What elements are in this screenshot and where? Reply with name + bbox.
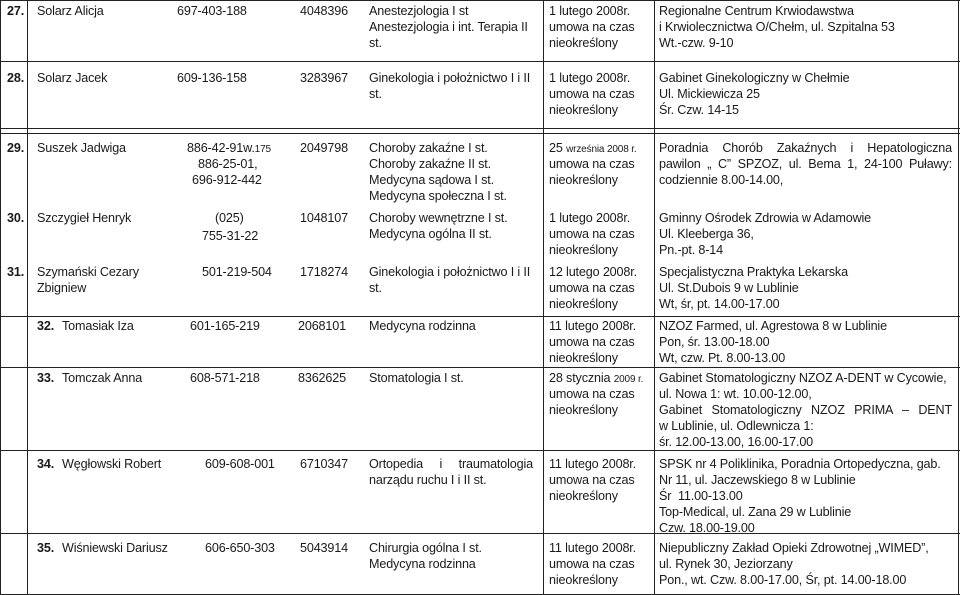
doctor-name: Węgłowski Robert	[62, 457, 162, 471]
workplace-hours: Wt.-czw. 9-10	[659, 36, 734, 50]
row-number: 29.	[7, 141, 25, 155]
workplace: NZOZ Farmed, ul. Agrestowa 8 w Lublinie	[659, 319, 887, 333]
specialization: Medycyna rodzinna	[369, 319, 476, 333]
phone: 886-25-01,	[198, 157, 258, 171]
phone-main: 886-42-91w.	[187, 141, 255, 155]
workplace: Ul. Mickiewicza 25	[659, 87, 760, 101]
rule	[0, 133, 960, 134]
contract-type: umowa na czas	[549, 20, 635, 34]
rule	[0, 0, 1, 595]
doctor-name: Szczygieł Henryk	[37, 211, 132, 225]
date-year: 2009 r.	[613, 374, 644, 385]
specialization: Medycyna ogólna II st.	[369, 227, 492, 241]
rule	[0, 450, 960, 451]
doctor-name: Zbigniew	[37, 281, 87, 295]
doctor-name: Suszek Jadwiga	[37, 141, 126, 155]
specialization: Choroby zakaźne I st.	[369, 141, 488, 155]
contract-type: umowa na czas	[549, 557, 635, 571]
contract-date: 12 lutego 2008r.	[549, 265, 637, 279]
contract-date: 11 lutego 2008r.	[549, 457, 636, 471]
contract-type: umowa na czas	[549, 473, 635, 487]
workplace: Regionalne Centrum Krwiodawstwa	[659, 4, 854, 18]
rule	[0, 533, 960, 534]
row-number: 28.	[7, 71, 25, 85]
workplace: Specjalistyczna Praktyka Lekarska	[659, 265, 848, 279]
specialization: st.	[369, 281, 382, 295]
workplace: Gminny Ośrodek Zdrowia w Adamowie	[659, 211, 872, 225]
contract-type: nieokreślony	[549, 351, 618, 365]
specialization: Choroby zakaźne II st.	[369, 157, 491, 171]
row-number: 33.	[37, 371, 55, 385]
workplace: Ul. St.Dubois 9 w Lublinie	[659, 281, 799, 295]
rule	[0, 0, 960, 1]
workplace: Gabinet Stomatologiczny NZOZ PRIMA – DENT	[659, 403, 952, 417]
contract-type: umowa na czas	[549, 281, 635, 295]
contract-type: umowa na czas	[549, 157, 635, 171]
phone: 501-219-504	[202, 265, 272, 279]
rule	[0, 61, 960, 62]
specialization: Ginekologia i położnictwo I i II	[369, 265, 531, 279]
specialization: Medycyna sądowa I st.	[369, 173, 494, 187]
workplace: Niepubliczny Zakład Opieki Zdrowotnej „WIMED”,	[659, 541, 929, 555]
workplace-hours: Śr 11.00-13.00	[659, 489, 743, 503]
specialization: Chirurgia ogólna I st.	[369, 541, 482, 555]
contract-date: 11 lutego 2008r.	[549, 541, 636, 555]
pwz-number: 8362625	[298, 371, 346, 385]
workplace-hours: Pn.-pt. 8-14	[659, 243, 724, 257]
contract-type: nieokreślony	[549, 297, 618, 311]
workplace: pawilon „ C” SPZOZ, ul. Bema 1, 24-100 Puławy:	[659, 157, 952, 171]
pwz-number: 3283967	[300, 71, 348, 85]
pwz-number: 1048107	[300, 211, 348, 225]
date-day: 25	[549, 141, 563, 155]
workplace: Gabinet Stomatologiczny NZOZ A-DENT w Cycowie,	[659, 371, 947, 385]
rule	[543, 0, 544, 595]
doctor-name: Tomczak Anna	[62, 371, 143, 385]
phone: 755-31-22	[202, 229, 259, 243]
rule	[0, 367, 960, 368]
workplace-hours: śr. 12.00-13.00, 16.00-17.00	[659, 435, 814, 449]
phone: 601-165-219	[190, 319, 260, 333]
specialization: st.	[369, 36, 382, 50]
doctor-name: Tomasiak Iza	[62, 319, 134, 333]
workplace: Ul. Kleeberga 36,	[659, 227, 754, 241]
specialization: Medycyna społeczna I st.	[369, 189, 507, 203]
contract-type: umowa na czas	[549, 227, 635, 241]
workplace-hours: codziennie 8.00-14.00,	[659, 173, 784, 187]
row-number: 34.	[37, 457, 55, 471]
contract-type: umowa na czas	[549, 387, 635, 401]
rule	[0, 128, 960, 129]
rule	[27, 0, 28, 595]
rule	[958, 0, 959, 595]
workplace: Nr 11, ul. Jaczewskiego 8 w Lublinie	[659, 473, 856, 487]
specialization: Stomatologia I st.	[369, 371, 464, 385]
contract-date: 1 lutego 2008r.	[549, 4, 631, 18]
workplace: w Lublinie, ul. Odlewnicza 1:	[659, 419, 814, 433]
contract-date: 1 lutego 2008r.	[549, 211, 631, 225]
specialization: narządu ruchu I i II st.	[369, 473, 487, 487]
phone: 608-571-218	[190, 371, 260, 385]
workplace: Top-Medical, ul. Zana 29 w Lublinie	[659, 505, 852, 519]
specialization: st.	[369, 87, 382, 101]
rule	[0, 316, 960, 317]
contract-type: nieokreślony	[549, 103, 618, 117]
contract-type: umowa na czas	[549, 335, 635, 349]
specialization: Ginekologia i położnictwo I i II	[369, 71, 531, 85]
row-number: 35.	[37, 541, 55, 555]
specialization: Ortopedia i traumatologia	[369, 457, 533, 471]
workplace: i Krwiolecznictwa O/Chełm, ul. Szpitalna 53	[659, 20, 895, 34]
workplace-hours: Śr. Czw. 14-15	[659, 103, 739, 117]
workplace: SPSK nr 4 Poliklinika, Poradnia Ortopedyczna, gab.	[659, 457, 941, 471]
phone-extension: 175	[254, 144, 271, 155]
pwz-number: 6710347	[300, 457, 348, 471]
specialization: Medycyna rodzinna	[369, 557, 476, 571]
workplace-hours: Pon., wt. Czw. 8.00-17.00, Śr, pt. 14.00-18.00	[659, 573, 907, 587]
pwz-number: 4048396	[300, 4, 348, 18]
phone: 609-136-158	[177, 71, 247, 85]
specialization: Anestezjologia i int. Terapia II	[369, 20, 528, 34]
workplace-hours: Wt, czw. Pt. 8.00-13.00	[659, 351, 786, 365]
phone: 696-912-442	[192, 173, 262, 187]
rule	[654, 0, 655, 595]
contract-type: nieokreślony	[549, 403, 618, 417]
doctor-name: Solarz Alicja	[37, 4, 104, 18]
specialization: Choroby wewnętrzne I st.	[369, 211, 508, 225]
contract-type: nieokreślony	[549, 243, 618, 257]
row-number: 32.	[37, 319, 55, 333]
phone: 609-608-001	[205, 457, 275, 471]
phone: (025)	[215, 211, 244, 225]
date-month-year: września 2008 r.	[566, 144, 637, 155]
contract-type: nieokreślony	[549, 36, 618, 50]
doctor-name: Solarz Jacek	[37, 71, 108, 85]
workplace-hours: Pon, śr. 13.00-18.00	[659, 335, 770, 349]
doctor-name: Wiśniewski Dariusz	[62, 541, 168, 555]
phone: 697-403-188	[177, 4, 247, 18]
pwz-number: 5043914	[300, 541, 348, 555]
contract-date: 1 lutego 2008r.	[549, 71, 631, 85]
contract-type: nieokreślony	[549, 489, 618, 503]
phone: 606-650-303	[205, 541, 275, 555]
contract-type: nieokreślony	[549, 173, 618, 187]
workplace-hours: Wt, śr, pt. 14.00-17.00	[659, 297, 780, 311]
pwz-number: 2068101	[298, 319, 346, 333]
row-number: 31.	[7, 265, 25, 279]
specialization: Anestezjologia I st	[369, 4, 469, 18]
workplace: ul. Rynek 30, Jeziorzany	[659, 557, 793, 571]
pwz-number: 1718274	[300, 265, 348, 279]
workplace: Poradnia Chorób Zakaźnych i Hepatologiczna	[659, 141, 952, 155]
workplace-hours: ul. Nowa 1: wt. 10.00-12.00,	[659, 387, 812, 401]
row-number: 27.	[7, 4, 25, 18]
contract-type: nieokreślony	[549, 573, 618, 587]
pwz-number: 2049798	[300, 141, 348, 155]
row-number: 30.	[7, 211, 25, 225]
doctor-name: Szymański Cezary	[37, 265, 139, 279]
workplace-hours: Czw. 18.00-19.00	[659, 521, 755, 535]
contract-type: umowa na czas	[549, 87, 635, 101]
date-day-month: 28 stycznia	[549, 371, 611, 385]
workplace: Gabinet Ginekologiczny w Chełmie	[659, 71, 850, 85]
contract-date: 11 lutego 2008r.	[549, 319, 636, 333]
